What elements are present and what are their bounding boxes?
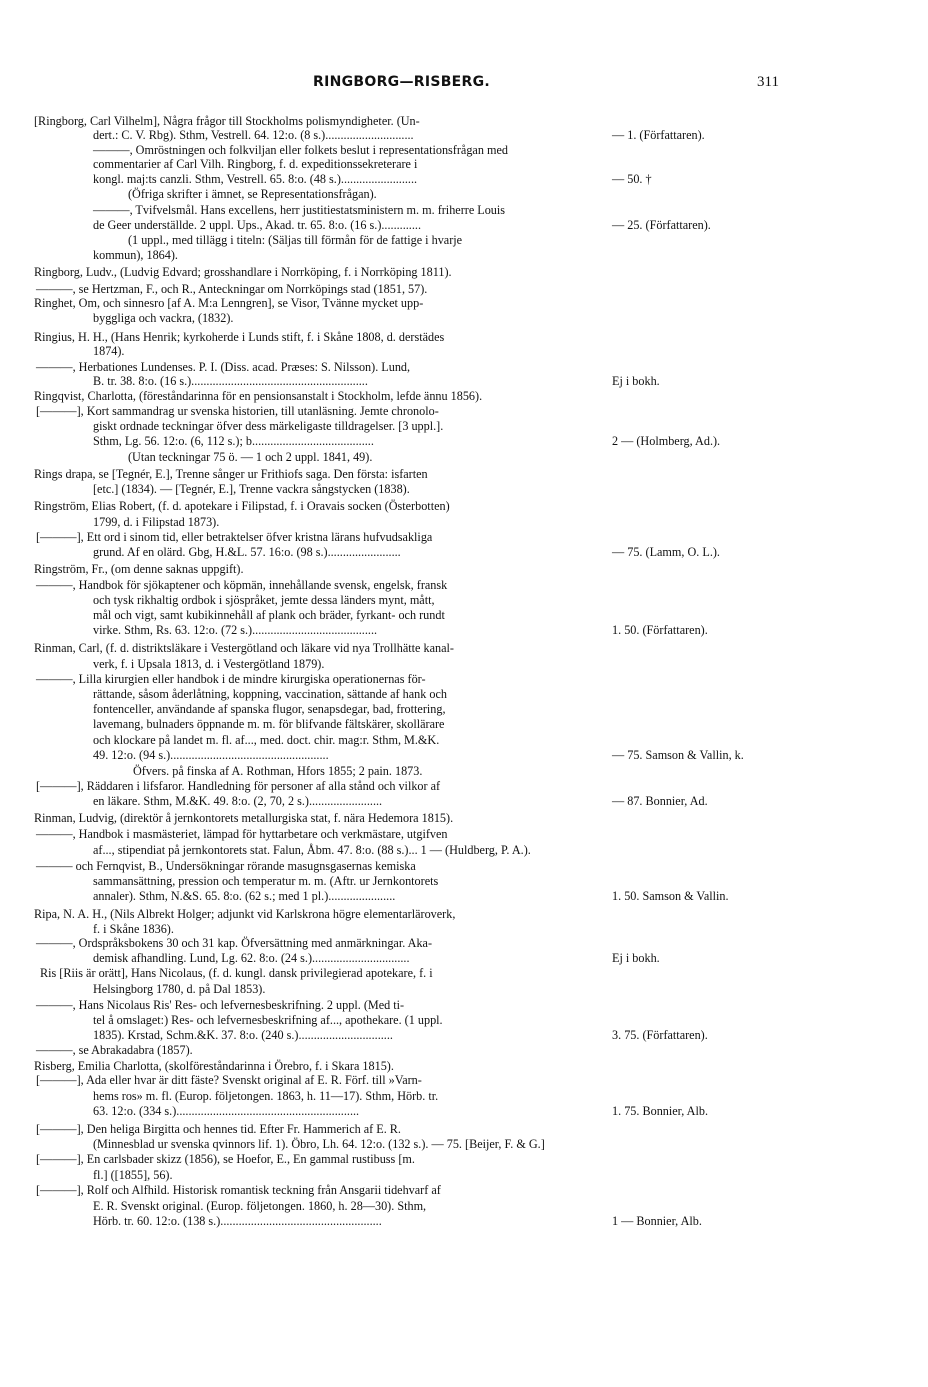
entry-line: [93, 733, 439, 748]
entry-line: [93, 608, 445, 623]
entry-text: ———, Handbok för sjökaptener och köpmän, innehållande svensk, engelsk, fransk: [36, 578, 448, 592]
entry-text: (1 uppl., med tillägg i titeln: (Säljas till förmån för de fattige i hvarje: [128, 233, 463, 247]
entry-heading-line: [40, 966, 433, 981]
entry-text: annaler). Sthm, N.&S. 65. 8:o. (62 s.; med 1 pl.)......................: [93, 889, 396, 903]
entry-heading-line: [34, 265, 452, 280]
entry-line: [93, 1028, 393, 1043]
entry-line: [93, 311, 233, 326]
entry-line: [93, 1199, 426, 1214]
entry-text: Ringqvist, Charlotta, (föreståndarinna för en pensionsanstalt i Stockholm, lefde ännu 1856).: [34, 389, 483, 403]
entry-line: [34, 296, 423, 311]
price-publisher: 1. 50. (Författaren).: [612, 623, 708, 637]
entry-text: 49. 12:o. (94 s.)....................................................: [93, 748, 329, 762]
entry-text: ———, Tvifvelsmål. Hans excellens, herr justitiestatsministern m. m. friherre Louis: [93, 203, 506, 217]
entry-text: [etc.] (1834). — [Tegnér, E.], Trenne vackra sångstycken (1838).: [93, 482, 410, 496]
entry-heading-line: [34, 562, 244, 577]
entry-heading-line: [34, 1059, 394, 1074]
entry-line: [93, 1104, 359, 1119]
entry-line: [36, 936, 432, 951]
entry-line: [93, 128, 414, 143]
entry-heading-line: [34, 330, 444, 345]
entry-text: Ringius, H. H., (Hans Henrik; kyrkoherde i Lunds stift, f. i Skåne 1808, d. derstädes: [34, 330, 445, 344]
entry-line: [93, 344, 124, 359]
entry-heading-line: [34, 114, 420, 129]
page-number: 311: [757, 74, 779, 90]
entry-line: [93, 374, 368, 389]
price-publisher: — 75. (Lamm, O. L.).: [612, 545, 720, 559]
entry-text: ———, Hans Nicolaus Ris' Res- och lefvernesbeskrifning. 2 uppl. (Med ti-: [36, 998, 405, 1012]
entry-line: [93, 794, 382, 809]
entry-text: [———], Räddaren i lifsfaror. Handledning för personer af alla stånd och vilkor af: [36, 779, 441, 793]
entry-text: Risberg, Emilia Charlotta, (skolföreståndarinna i Örebro, f. i Skara 1815).: [34, 1059, 394, 1073]
entry-line: [93, 434, 374, 449]
entry-line: [93, 218, 421, 233]
entry-text: ———, Ordspråksbokens 30 och 31 kap. Öfversättning med anmärkningar. Aka-: [36, 936, 433, 950]
entry-line: [93, 623, 377, 638]
entry-text: Helsingborg 1780, d. på Dal 1853).: [93, 982, 266, 996]
page-title: RINGBORG—RISBERG.: [313, 74, 491, 90]
price-publisher: Ej i bokh.: [612, 951, 660, 965]
entry-line: [36, 360, 410, 375]
price-publisher: Ej i bokh.: [612, 374, 660, 388]
entry-line: [93, 1089, 438, 1104]
entry-text: Sthm, Lg. 56. 12:o. (6, 112 s.); b........................................: [93, 434, 374, 448]
entry-text: demisk afhandling. Lund, Lg. 62. 8:o. (24 s.)................................: [93, 951, 410, 965]
entry-text: Ringborg, Ludv., (Ludvig Edvard; grosshandlare i Norrköping, f. i Norrköping 1811).: [34, 265, 452, 279]
entry-text: Ringström, Elias Robert, (f. d. apotekare i Filipstad, f. i Oravais socken (Österbotten): [34, 499, 450, 513]
running-head: [0, 74, 928, 96]
entry-line: [93, 515, 219, 530]
price-publisher: — 25. (Författaren).: [612, 218, 711, 232]
entry-text: E. R. Svenskt original. (Europ. följetongen. 1860, h. 28—30). Sthm,: [93, 1199, 427, 1213]
entry-text: ———, Lilla kirurgien eller handbok i de mindre kirurgiska operationernas för-: [36, 672, 426, 686]
entry-line: [93, 843, 531, 858]
entry-line: [36, 672, 426, 687]
price-publisher: — 75. Samson & Vallin, k.: [612, 748, 744, 762]
entry-heading-line: [34, 907, 455, 922]
entry-text: 1835). Krstad, Schm.&K. 37. 8:o. (240 s.)...............................: [93, 1028, 393, 1042]
entry-text: Ris [Riis är orätt], Hans Nicolaus, (f. d. kungl. dansk privilegierad apotekare, f. i: [40, 966, 433, 980]
entry-line: [128, 187, 377, 202]
price-publisher: — 87. Bonnier, Ad.: [612, 794, 708, 808]
entry-text: hems ros» m. fl. (Europ. följetongen. 1863, h. 11—17). Sthm, Hörb. tr.: [93, 1089, 439, 1103]
entry-text: Ripa, N. A. H., (Nils Albrekt Holger; adjunkt vid Karlskrona högre elementarläroverk,: [34, 907, 456, 921]
entry-heading-line: [34, 641, 454, 656]
entry-line: [93, 593, 435, 608]
entry-text: (Öfriga skrifter i ämnet, se Representationsfrågan).: [128, 187, 377, 201]
entry-line: [36, 404, 439, 419]
price-publisher: — 1. (Författaren).: [612, 128, 705, 142]
entry-text: och tysk rikhaltig ordbok i sjöspråket, jemte dessa länders mynt, mått,: [93, 593, 435, 607]
price-publisher: 1 — Bonnier, Alb.: [612, 1214, 702, 1228]
entry-line: [36, 282, 427, 297]
entry-text: [———], Ett ord i sinom tid, eller betraktelser öfver kristna lärans hufvudsakliga: [36, 530, 433, 544]
entry-text: ———, se Hertzman, F., och R., Anteckningar om Norrköpings stad (1851, 57).: [36, 282, 428, 296]
entry-text: f. i Skåne 1836).: [93, 922, 174, 936]
entry-line: [93, 748, 329, 763]
entry-line: [93, 143, 508, 158]
entry-text: (Minnesblad ur svenska qvinnors lif. 1). Öbro, Lh. 64. 12:o. (132 s.). — 75. [Beijer, F. & G.]: [93, 1137, 545, 1151]
entry-line: [36, 998, 404, 1013]
entry-line: [128, 450, 372, 465]
entry-text: Rinman, Ludvig, (direktör å jernkontorets metallurgiska stat, f. nära Hedemora 1815).: [34, 811, 454, 825]
entry-text: en läkare. Sthm, M.&K. 49. 8:o. (2, 70, 2 s.)........................: [93, 794, 383, 808]
entry-line: [93, 1137, 545, 1152]
entry-line: [36, 1152, 415, 1167]
price-publisher: 3. 75. (Författaren).: [612, 1028, 708, 1042]
entry-text: ———, Handbok i masmästeriet, lämpad för hyttarbetare och verkmästare, utgifven: [36, 827, 448, 841]
entry-line: [93, 951, 410, 966]
entry-text: [———], Den heliga Birgitta och hennes tid. Efter Fr. Hammerich af E. R.: [36, 1122, 401, 1136]
entry-line: [93, 922, 174, 937]
entry-text: lavemang, bulnaders öppnande m. m. för blifvande fältskärer, skollärare: [93, 717, 445, 731]
entry-text: ———, Herbationes Lundenses. P. I. (Diss. acad. Præses: S. Nilsson). Lund,: [36, 360, 411, 374]
entry-text: 1799, d. i Filipstad 1873).: [93, 515, 220, 529]
entry-text: de Geer underställde. 2 uppl. Ups., Akad. tr. 65. 8:o. (16 s.).............: [93, 218, 421, 232]
entry-text: kommun), 1864).: [93, 248, 178, 262]
entry-text: mål och vigt, samt kubikinnehåll af plank och bräder, fyrkant- och rundt: [93, 608, 445, 622]
entry-text: commentarier af Carl Vilh. Ringborg, f. d. expeditionssekreterare i: [93, 157, 418, 171]
entry-text: Öfvers. på finska af A. Rothman, Hfors 1855; 2 pain. 1873.: [133, 764, 423, 778]
entry-text: 63. 12:o. (334 s.)............................................................: [93, 1104, 360, 1118]
entry-text: Rinman, Carl, (f. d. distriktsläkare i Vestergötland och läkare vid nya Trollhätte kanal-: [34, 641, 454, 655]
entry-text: grund. Af en olärd. Gbg, H.&L. 57. 16:o. (98 s.)........................: [93, 545, 401, 559]
entry-heading-line: [34, 499, 450, 514]
entry-line: [34, 467, 428, 482]
price-publisher: — 50. †: [612, 172, 652, 186]
entry-text: 1874).: [93, 344, 125, 358]
entry-text: (Utan teckningar 75 ö. — 1 och 2 uppl. 1841, 49).: [128, 450, 373, 464]
entry-line: [93, 1013, 443, 1028]
entry-text: [———], En carlsbader skizz (1856), se Hoefor, E., En gammal rustibuss [m.: [36, 1152, 415, 1166]
entry-text: Ringhet, Om, och sinnesro [af A. M:a Lenngren], se Visor, Tvänne mycket upp-: [34, 296, 424, 310]
entry-text: byggliga och vackra, (1832).: [93, 311, 234, 325]
entry-text: B. tr. 38. 8:o. (16 s.)..........................................................: [93, 374, 368, 388]
entry-line: [93, 419, 443, 434]
entry-line: [36, 827, 448, 842]
price-publisher: 1. 50. Samson & Vallin.: [612, 889, 729, 903]
entry-text: ——— och Fernqvist, B., Undersökningar rörande masugnsgasernas kemiska: [36, 859, 416, 873]
price-publisher: 2 — (Holmberg, Ad.).: [612, 434, 721, 448]
entry-text: fl.] ([1855], 56).: [93, 1168, 173, 1182]
entry-text: rättande, såsom åderlåtning, koppning, vaccination, sättande af hank och: [93, 687, 447, 701]
entry-line: [36, 1122, 401, 1137]
entry-line: [36, 530, 432, 545]
entry-line: [93, 545, 401, 560]
entry-line: [93, 702, 446, 717]
entry-text: [———], Ada eller hvar är ditt fäste? Svenskt original af E. R. Förf. till »Varn-: [36, 1073, 422, 1087]
entry-text: tel å omslaget:) Res- och lefvernesbeskrifning af..., apothekare. (1 uppl.: [93, 1013, 443, 1027]
entry-line: [36, 779, 440, 794]
entry-text: fontenceller, användande af spanska flugor, senapsdegar, bad, frottering,: [93, 702, 446, 716]
entry-line: [128, 233, 462, 248]
entry-line: [93, 157, 417, 172]
entry-heading-line: [34, 389, 482, 404]
entry-text: [Ringborg, Carl Vilhelm], Några frågor till Stockholms polismyndigheter. (Un-: [34, 114, 420, 128]
entry-text: dert.: C. V. Rbg). Sthm, Vestrell. 64. 12:o. (8 s.).............................: [93, 128, 414, 142]
entry-line: [93, 874, 438, 889]
entry-line: [133, 764, 422, 779]
entry-heading-line: [34, 811, 453, 826]
entry-text: verk, f. i Upsala 1813, d. i Vestergötland 1879).: [93, 657, 325, 671]
entry-text: af..., stipendiat på jernkontorets stat. Falun, Åbm. 47. 8:o. (88 s.)... 1 — (Huldberg, P. A.).: [93, 843, 531, 857]
entry-line: [93, 717, 444, 732]
entry-text: virke. Sthm, Rs. 63. 12:o. (72 s.).........................................: [93, 623, 378, 637]
entry-text: [———], Kort sammandrag ur svenska historien, till utanläsning. Jemte chronolo-: [36, 404, 439, 418]
entry-line: [93, 1168, 173, 1183]
entry-line: [36, 578, 447, 593]
entry-text: Ringström, Fr., (om denne saknas uppgift).: [34, 562, 244, 576]
entry-text: giskt ordnade teckningar öfver dess märkeligaste tilldragelser. [3 uppl.].: [93, 419, 444, 433]
entry-text: och klockare på landet m. fl. af..., med. doct. chir. mag:r. Sthm, M.&K.: [93, 733, 440, 747]
entry-line: [36, 1043, 193, 1058]
entry-line: [36, 1183, 441, 1198]
entry-text: [———], Rolf och Alfhild. Historisk romantisk teckning från Ansgarii tidehvarf af: [36, 1183, 441, 1197]
entry-line: [93, 482, 410, 497]
entry-line: [93, 982, 265, 997]
entry-line: [93, 248, 178, 263]
entry-text: Rings drapa, se [Tegnér, E.], Trenne sånger ur Frithiofs saga. Den första: isfarten: [34, 467, 428, 481]
entry-text: Hörb. tr. 60. 12:o. (138 s.).....................................................: [93, 1214, 382, 1228]
entry-line: [93, 657, 324, 672]
entry-line: [93, 889, 395, 904]
price-publisher: 1. 75. Bonnier, Alb.: [612, 1104, 708, 1118]
entry-line: [93, 172, 417, 187]
entry-text: ———, Omröstningen och folkviljan eller folkets beslut i representationsfrågan med: [93, 143, 508, 157]
entry-line: [93, 687, 447, 702]
entry-text: kongl. maj:ts canzli. Sthm, Vestrell. 65. 8:o. (48 s.).........................: [93, 172, 418, 186]
entry-line: [93, 1214, 382, 1229]
entry-line: [93, 203, 505, 218]
entry-line: [36, 1073, 422, 1088]
entry-text: sammansättning, pression och temperatur m. m. (Aftr. ur Jernkontorets: [93, 874, 439, 888]
entry-line: [36, 859, 416, 874]
entry-text: ———, se Abrakadabra (1857).: [36, 1043, 193, 1057]
